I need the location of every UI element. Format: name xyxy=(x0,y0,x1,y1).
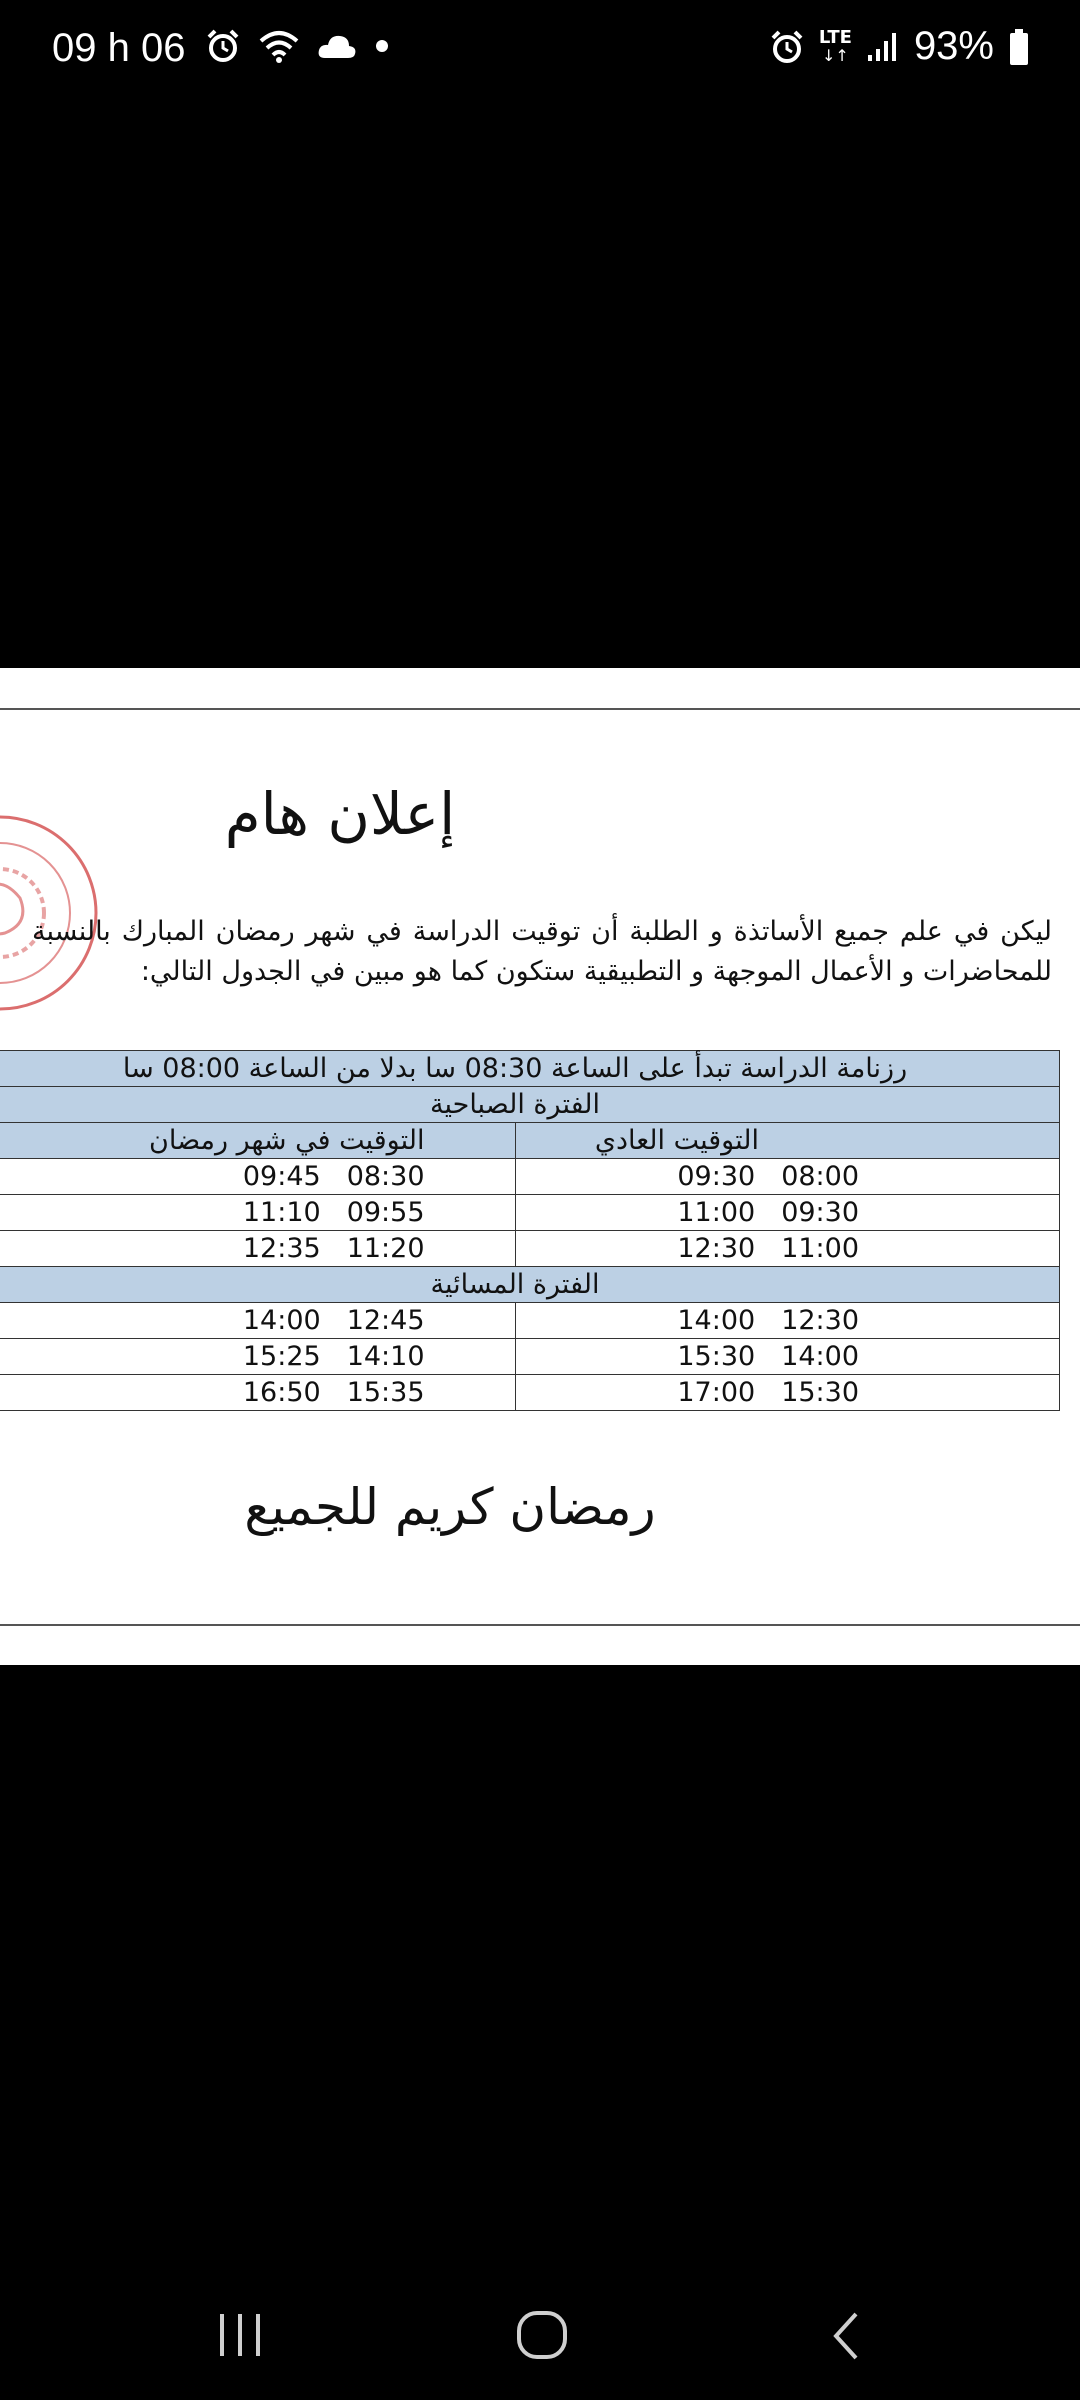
network-type: LTE xyxy=(818,26,852,48)
lte-icon xyxy=(818,26,852,65)
time-cell: 11:00 xyxy=(677,1197,756,1228)
table-row xyxy=(0,1303,1060,1339)
announcement-paragraph: ليكن في علم جميع الأساتذة و الطلبة أن توقيت الدراسة في شهر رمضان المبارك بالنسبة للمحاضرات و الأعمال الموجهة و التطبيقية ستكون كما هو مبين في الجدول التالي: xyxy=(32,916,1052,987)
table-header: رزنامة الدراسة تبدأ على الساعة 08:30 سا بدلا من الساعة 08:00 سا xyxy=(0,1051,1060,1087)
time-cell: 14:00 xyxy=(677,1305,756,1336)
time-cell: 12:35 xyxy=(242,1233,321,1264)
battery-icon xyxy=(1008,28,1030,66)
table-row xyxy=(0,1195,1060,1231)
time-cell: 09:45 xyxy=(242,1161,321,1192)
time-cell: 12:30 xyxy=(677,1233,756,1264)
time-cell: 08:30 xyxy=(346,1161,425,1192)
time-cell: 09:55 xyxy=(346,1197,425,1228)
evening-label-row xyxy=(0,1267,1060,1303)
time-cell: 12:30 xyxy=(781,1305,859,1336)
back-icon[interactable] xyxy=(826,2310,866,2362)
schedule-table xyxy=(0,1050,1060,1411)
signal-icon xyxy=(866,31,900,63)
time-cell: 11:20 xyxy=(346,1233,425,1264)
time-cell: 09:30 xyxy=(677,1161,756,1192)
closing-greeting: رمضان كريم للجميع xyxy=(244,1478,656,1536)
status-bar xyxy=(0,0,1080,100)
data-arrows-icon: ↓↑ xyxy=(821,45,849,65)
col-regular-header: التوقيت العادي xyxy=(515,1123,1060,1159)
table-row xyxy=(0,1375,1060,1411)
time-cell: 14:00 xyxy=(242,1305,321,1336)
home-icon[interactable] xyxy=(516,2310,568,2360)
alarm-icon xyxy=(205,28,241,64)
wifi-icon xyxy=(259,29,299,63)
time-cell: 09:30 xyxy=(781,1197,859,1228)
time-cell: 14:00 xyxy=(781,1341,859,1372)
announcement-title: إعلان هام xyxy=(224,780,456,848)
battery-level: 93% xyxy=(913,24,994,68)
time-cell: 08:00 xyxy=(781,1161,859,1192)
column-header-row xyxy=(0,1123,1060,1159)
time-cell: 11:00 xyxy=(781,1233,859,1264)
dot-icon xyxy=(375,39,389,53)
recents-icon[interactable] xyxy=(214,2310,266,2360)
alarm-icon xyxy=(769,29,805,65)
morning-label-row xyxy=(0,1087,1060,1123)
time-cell: 15:30 xyxy=(781,1377,859,1408)
morning-period-label: الفترة الصباحية xyxy=(0,1087,1060,1123)
time-cell: 12:45 xyxy=(346,1305,425,1336)
table-row xyxy=(0,1231,1060,1267)
time-cell: 15:25 xyxy=(242,1341,321,1372)
time-cell: 14:10 xyxy=(346,1341,425,1372)
cloud-icon xyxy=(317,32,357,60)
bottom-divider xyxy=(0,1624,1080,1626)
col-ramadan-header: التوقيت في شهر رمضان xyxy=(0,1123,515,1159)
time-cell: 16:50 xyxy=(242,1377,321,1408)
table-row xyxy=(0,1339,1060,1375)
table-row xyxy=(0,1159,1060,1195)
time-cell: 11:10 xyxy=(242,1197,321,1228)
navigation-bar xyxy=(0,2280,1080,2400)
time-cell: 15:35 xyxy=(346,1377,425,1408)
evening-period-label: الفترة المسائية xyxy=(0,1267,1060,1303)
document-image xyxy=(0,668,1080,1665)
time-cell: 15:30 xyxy=(677,1341,756,1372)
top-divider xyxy=(0,708,1080,710)
status-time: 09 h 06 xyxy=(52,26,186,70)
table-header-row xyxy=(0,1051,1060,1087)
time-cell: 17:00 xyxy=(677,1377,756,1408)
